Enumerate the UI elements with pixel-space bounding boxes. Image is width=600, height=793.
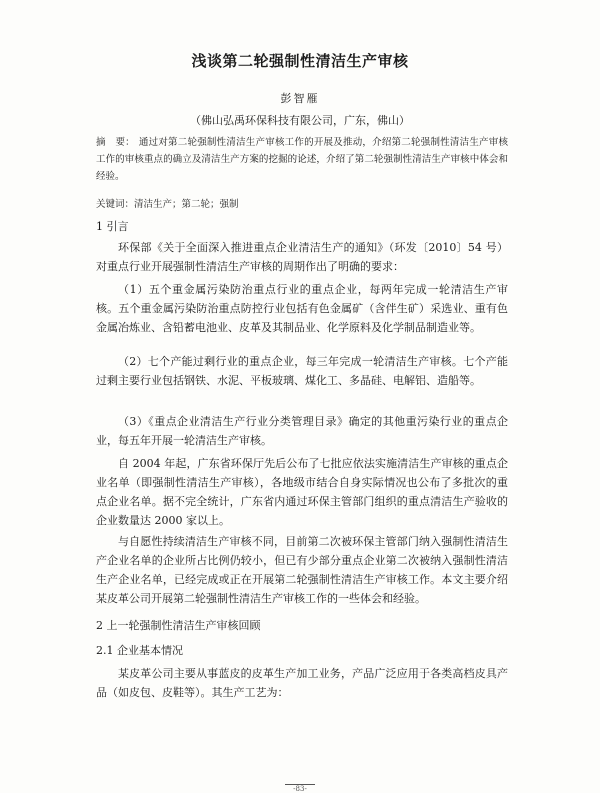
section-2-heading: 2 上一轮强制性清洁生产审核回顾 xyxy=(96,619,261,632)
section-1-paragraph-6: 与自愿性持续清洁生产审核不同，目前第二次被环保主管部门纳入强制性清洁生产企业名单的企业所占比例仍较小，但已有少部分重点企业第二次被纳入强制性清洁生产企业名单，已经完成或正在开展第二轮强制性清洁生产审核工作。本文主要介绍某皮革公司开展第二轮强制性清洁生产审核工作的一些体会和经验。 xyxy=(96,535,508,605)
section-1-paragraph-2: （1）五个重金属污染防治重点行业的重点企业，每两年完成一轮清洁生产审核。五个重金属污染防治重点防控行业包括有色金属矿（含伴生矿）采选业、重有色金属冶炼业、含铅蓄电池业、皮革及其制品业、化学原料及化学制品制造业等。 xyxy=(96,283,508,334)
abstract-label: 摘 要： xyxy=(96,137,135,148)
page-number: -83- xyxy=(285,784,315,791)
keywords-text: 清洁生产；第二轮；强制 xyxy=(134,199,239,210)
section-1-paragraph-5: 自 2004 年起，广东省环保厅先后公布了七批应依法实施清洁生产审核的重点企业名单（即强制性清洁生产审核），各地级市结合自身实际情况也公布了多批次的重点企业名单。据不完全统计，广东省内通过环保主管部门组织的重点清洁生产验收的企业数量达 2000 家以上。 xyxy=(96,457,508,527)
abstract-text: 通过对第二轮强制性清洁生产审核工作的开展及推动，介绍第二轮强制性清洁生产审核工作的审核重点的确立及清洁生产方案的挖掘的论述，介绍了第二轮强制性清洁生产审核中体会和经验。 xyxy=(96,137,508,182)
section-1-paragraph-3: （2）七个产能过剩行业的重点企业，每三年完成一轮清洁生产审核。七个产能过剩主要行业包括钢铁、水泥、平板玻璃、煤化工、多晶硅、电解铝、造船等。 xyxy=(96,355,508,387)
page-title: 浅谈第二轮强制性清洁生产审核 xyxy=(191,52,409,70)
section-2-paragraph-1: 某皮革公司主要从事蓝皮的皮革生产加工业务，产品广泛应用于各类高档皮具产品（如皮包、皮鞋等）。其生产工艺为： xyxy=(96,667,508,699)
abstract xyxy=(96,134,508,185)
section-1-paragraph-4: （3）《重点企业清洁生产行业分类管理目录》确定的其他重污染行业的重点企业，每五年开展一轮清洁生产审核。 xyxy=(96,415,508,447)
keywords-label: 关键词： xyxy=(96,199,135,210)
section-2-1-heading: 2.1 企业基本情况 xyxy=(96,644,183,657)
author-name: 彭智雁 xyxy=(280,92,320,105)
section-1-paragraph-1: 环保部《关于全面深入推进重点企业清洁生产的通知》（环发〔2010〕54 号）对重点行业开展强制性清洁生产审核的周期作出了明确的要求： xyxy=(96,241,508,273)
section-1-heading: 1 引言 xyxy=(96,220,129,233)
keywords xyxy=(96,196,508,210)
author-affiliation: （佛山弘禹环保科技有限公司，广东，佛山） xyxy=(190,114,410,127)
